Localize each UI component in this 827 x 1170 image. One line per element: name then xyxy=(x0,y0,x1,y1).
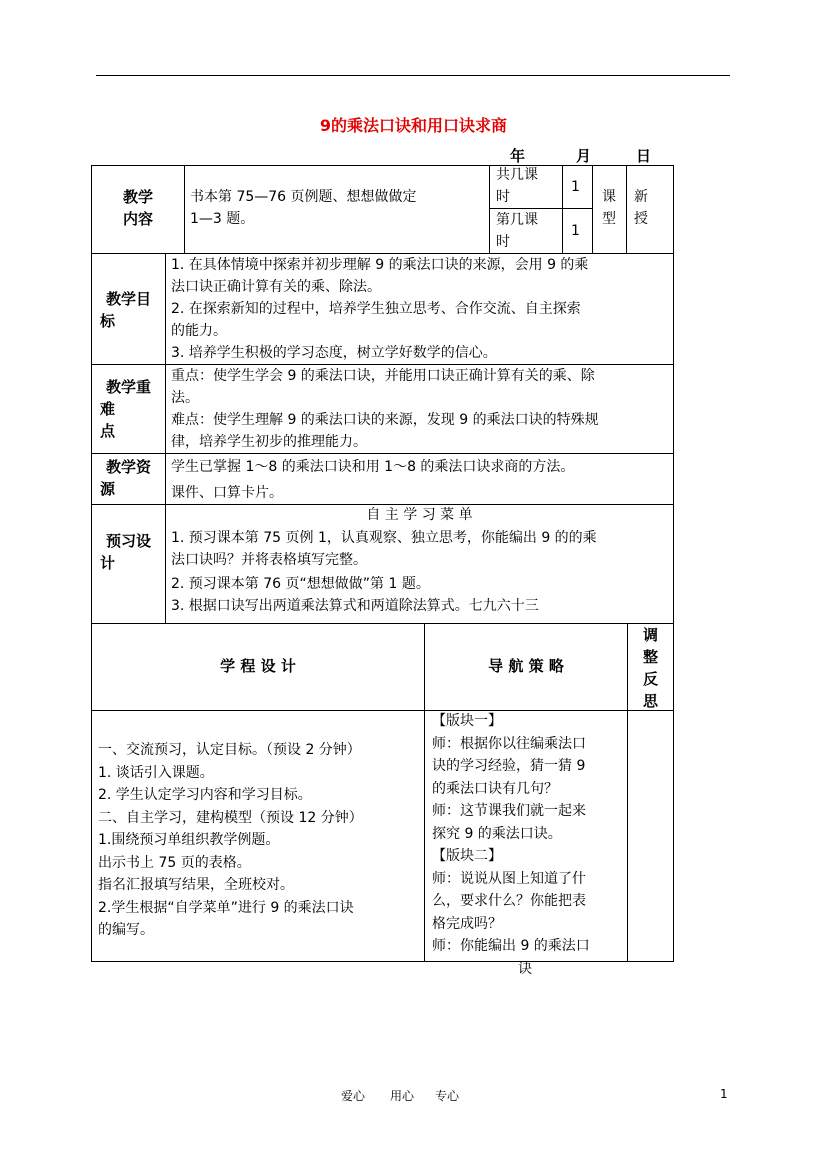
date-year: 年 xyxy=(510,147,526,165)
total-periods-label: 共几课 时 xyxy=(496,167,538,205)
goals-label: 教学目 标 xyxy=(100,290,151,330)
grid-line xyxy=(184,165,185,253)
lesson-type-label: 课 型 xyxy=(602,189,616,227)
nth-period-value: 1 xyxy=(571,223,580,239)
preview-label: 预习设 计 xyxy=(100,532,151,572)
date-month: 月 xyxy=(576,147,592,165)
footer-slogan-1: 爱心 xyxy=(341,1089,366,1103)
grid-line xyxy=(91,623,674,624)
navigation-strategy-header: 导 航 策 略 xyxy=(488,657,564,675)
self-study-menu-title: 自 主 学 习 菜 单 xyxy=(366,507,473,523)
preview-text: 1. 预习课本第 75 页例 1，认真观察、独立思考，你能编出 9 的的乘 法口诀吗？并将表格填写完整。 2. 预习课本第 76 页“想想做做”第 1 题。 3. 根据口诀写出两道乘法算式和两道除法算式。七九六十三 xyxy=(171,530,597,614)
navigation-strategy-text: 【版块一】 师：根据你以往编乘法口 诀的学习经验，猜一猜 9 的乘法口诀有几句？ 师：这节课我们就一起来 探究 9 的乘法口诀。 【版块二】 师：说说从图上知道了什 么，要求什么？你能把表 格完成吗？ 师：你能编出 9 的乘法口 诀 xyxy=(432,713,590,977)
focus-label: 教学重 难 点 xyxy=(100,378,151,440)
focus-text: 重点：使学生学会 9 的乘法口诀，并能用口诀正确计算有关的乘、除 法。 难点：使学生理解 9 的乘法口诀的来源，发现 9 的乘法口诀的特殊规 律，培养学生初步的推理能力。 xyxy=(171,368,599,450)
content-label: 教学 内容 xyxy=(122,188,153,228)
adjust-reflect-header: 调 整 反 思 xyxy=(642,626,658,710)
goals-text: 1. 在具体情境中探索并初步理解 9 的乘法口诀的来源，会用 9 的乘 法口诀正确计算有关的乘、除法。 2. 在探索新知的过程中，培养学生独立思考、合作交流、自主探索 的能力。 3. 培养学生积极的学习态度，树立学好数学的信心。 xyxy=(171,257,589,361)
grid-line xyxy=(165,253,166,623)
header-rule xyxy=(96,75,730,76)
process-design-text: 一、交流预习，认定目标。（预设 2 分钟） 1. 谈话引入课题。 2. 学生认定学习内容和学习目标。 二、自主学习，建构模型（预设 12 分钟） 1.围绕预习单组织教学例题。 出示书上 75 页的表格。 指名汇报填写结果，全班校对。 2.学生根据“自学菜单”进行 9 的乘法口诀 的编写。 xyxy=(98,742,363,938)
grid-line xyxy=(489,165,490,253)
grid-line xyxy=(592,165,593,253)
nth-period-label: 第几课 时 xyxy=(496,212,538,250)
content-text: 书本第 75—76 页例题、想想做做定 1—3 题。 xyxy=(190,189,417,227)
lesson-type-value: 新 授 xyxy=(634,189,648,227)
footer-slogan-3: 专心 xyxy=(435,1089,460,1103)
grid-line xyxy=(562,165,563,253)
date-day: 日 xyxy=(636,147,652,165)
resources-label: 教学资 源 xyxy=(100,458,151,498)
footer-slogan-2: 用心 xyxy=(390,1089,415,1103)
page-number: 1 xyxy=(720,1087,728,1101)
resources-text: 学生已掌握 1～8 的乘法口诀和用 1～8 的乘法口诀求商的方法。 课件、口算卡片。 xyxy=(171,459,575,501)
total-periods-value: 1 xyxy=(571,179,580,195)
grid-line xyxy=(91,453,674,454)
grid-line xyxy=(626,165,627,253)
page-title: 9的乘法口诀和用口诀求商 xyxy=(319,116,508,135)
process-design-header: 学 程 设 计 xyxy=(220,657,296,675)
grid-line xyxy=(673,165,674,962)
grid-line xyxy=(91,165,674,166)
